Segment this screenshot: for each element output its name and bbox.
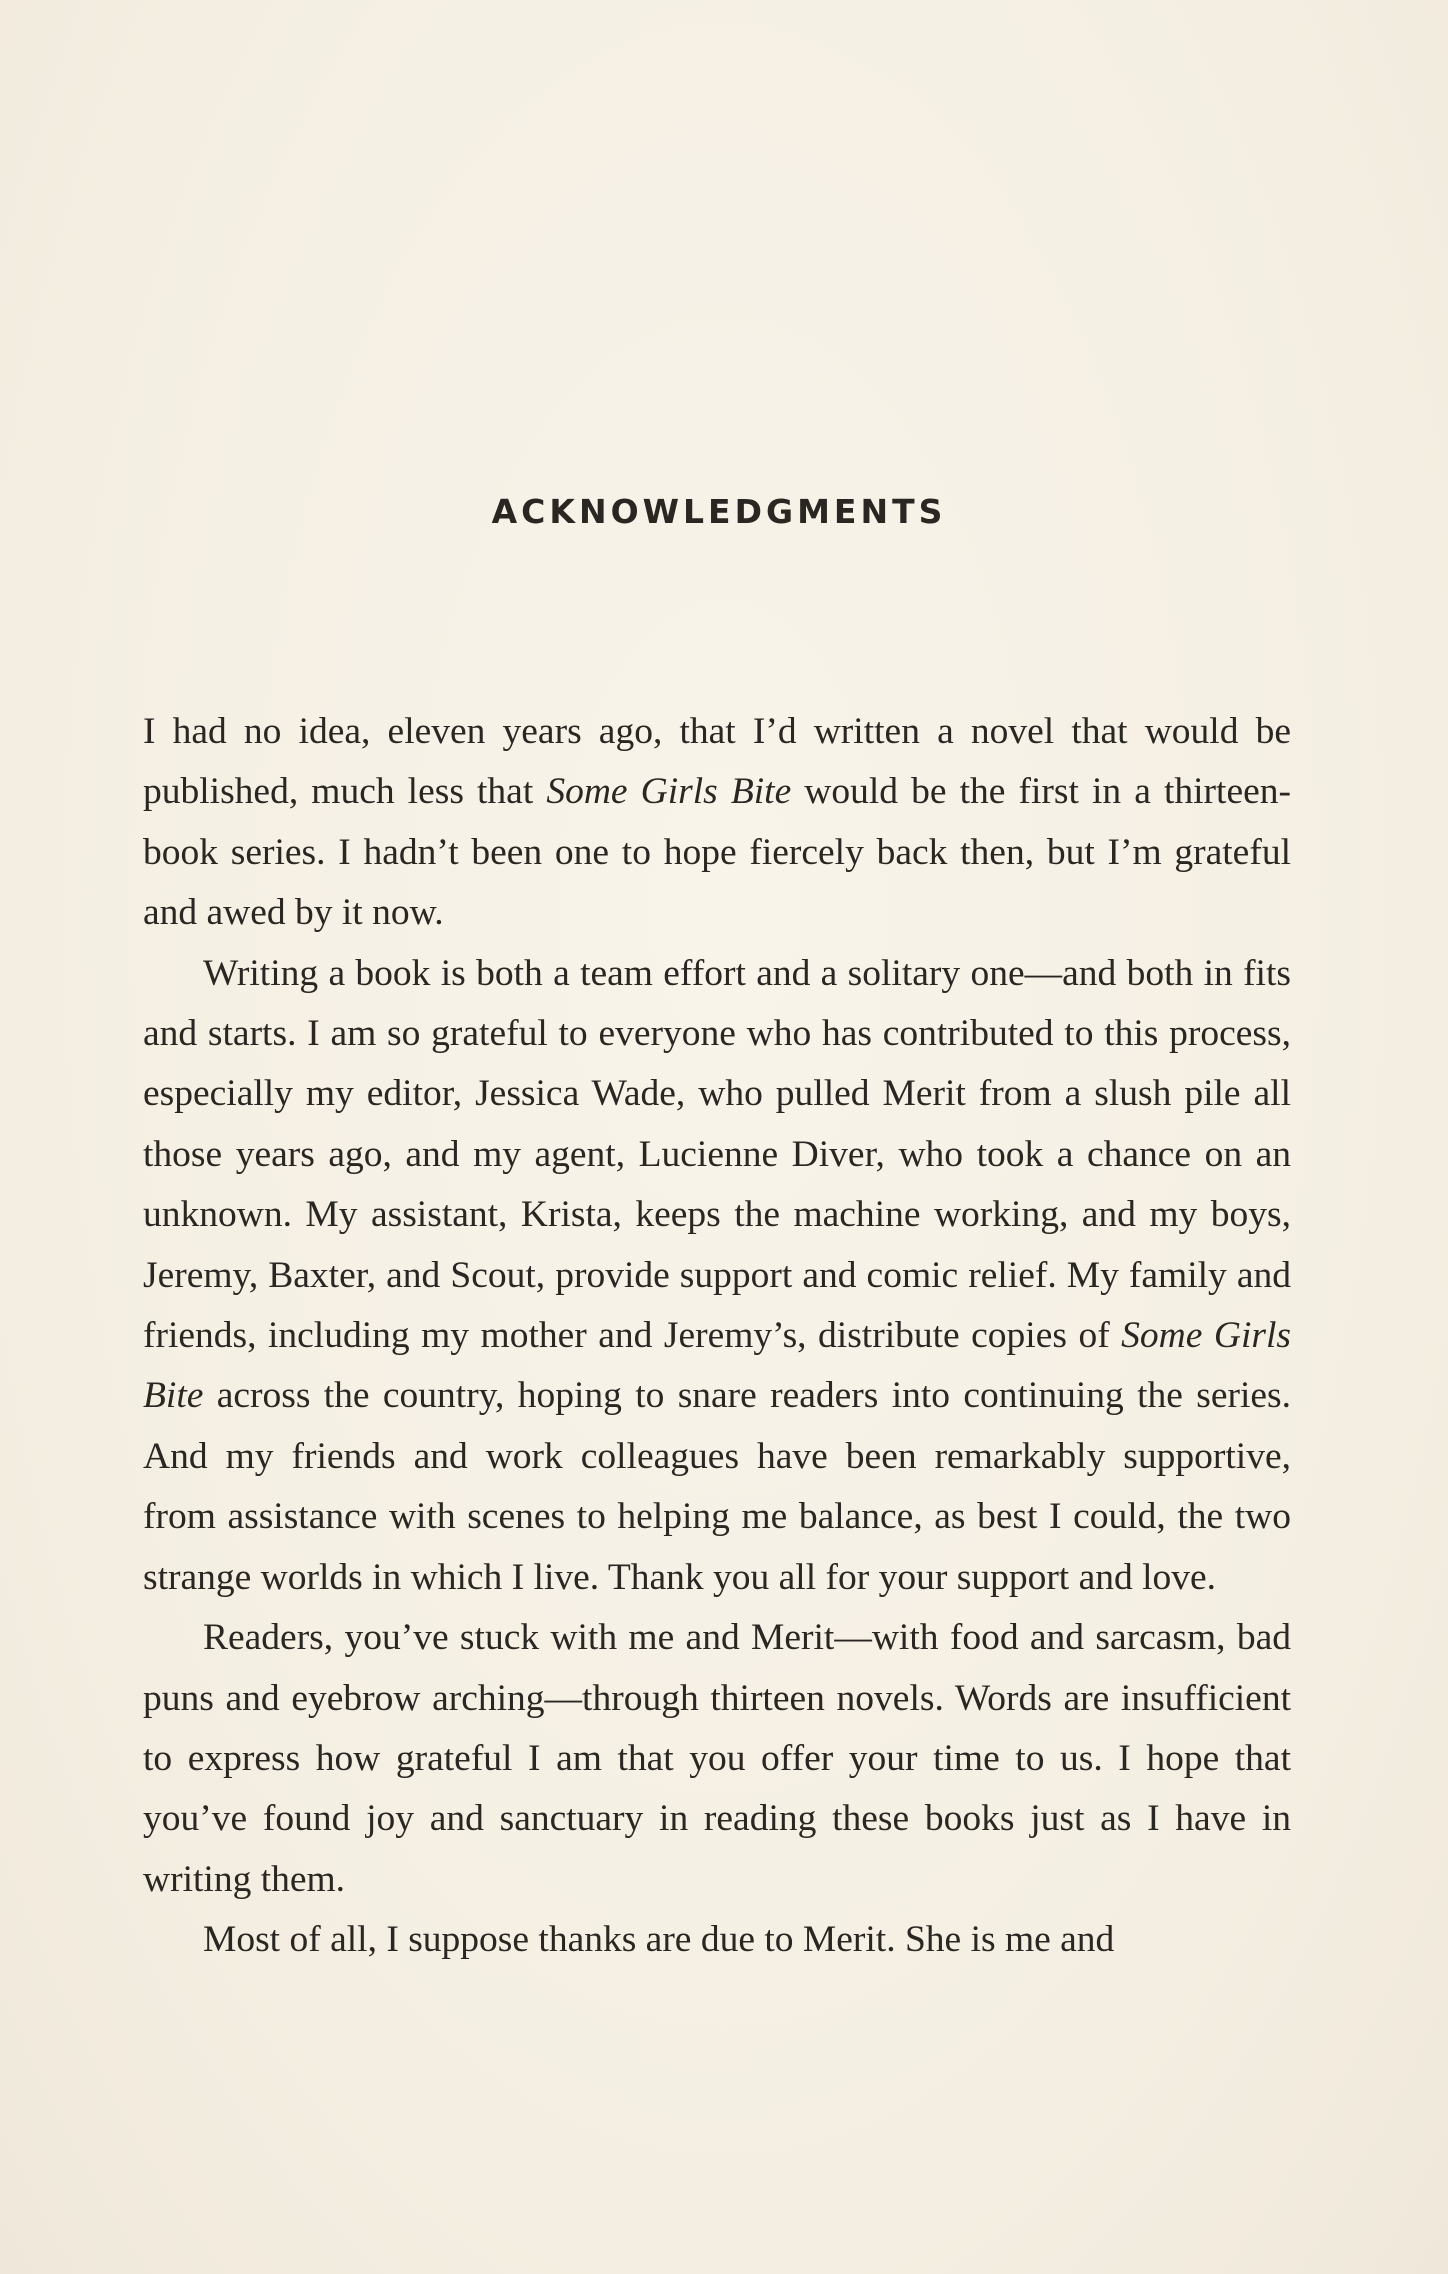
paragraph-text: would be the first in a thirteen-book series. I hadn’t been one to hope fiercely back then, but I’m grateful and awed by it now. xyxy=(143,771,1291,934)
body-text xyxy=(143,702,1291,1971)
book-title-text: Some Girls Bite xyxy=(546,771,792,813)
paragraph-1 xyxy=(143,702,1291,944)
paragraph-3 xyxy=(143,1608,1291,1910)
paragraph-2 xyxy=(143,944,1291,1608)
paragraph-4 xyxy=(143,1910,1291,1970)
book-title-text: Some Girls Bite xyxy=(143,1315,1291,1417)
page-title: ACKNOWLEDGMENTS xyxy=(491,492,947,532)
paragraph-text: Most of all, I suppose thanks are due to Merit. She is me and xyxy=(203,1919,1115,1961)
paragraph-text: across the country, hoping to snare readers into continuing the series. And my friends and work colleagues have been remarkably supportive, from assistance with scenes to helping me balance, as best I could, the two strange worlds in which I live. Thank you all for your support and love. xyxy=(143,1375,1291,1598)
paragraph-text: Writing a book is both a team effort and a solitary one—and both in fits and starts. I am so grateful to everyone who has contributed to this process, especially my editor, Jessica Wade, who pulled Merit from a slush pile all those years ago, and my agent, Lucienne Diver, who took a chance on an unknown. My assistant, Krista, keeps the machine working, and my boys, Jeremy, Baxter, and Scout, provide support and comic relief. My family and friends, including my mother and Jeremy’s, distribute copies of xyxy=(143,952,1291,1357)
paragraph-text: I had no idea, eleven years ago, that I’d written a novel that would be published, much less that xyxy=(143,711,1291,813)
paragraph-text: Readers, you’ve stuck with me and Merit—with food and sarcasm, bad puns and eyebrow arching—through thirteen novels. Words are insufficient to express how grateful I am that you offer your time to us. I hope that you’ve found joy and sanctuary in reading these books just as I have in writing them. xyxy=(143,1617,1291,1900)
